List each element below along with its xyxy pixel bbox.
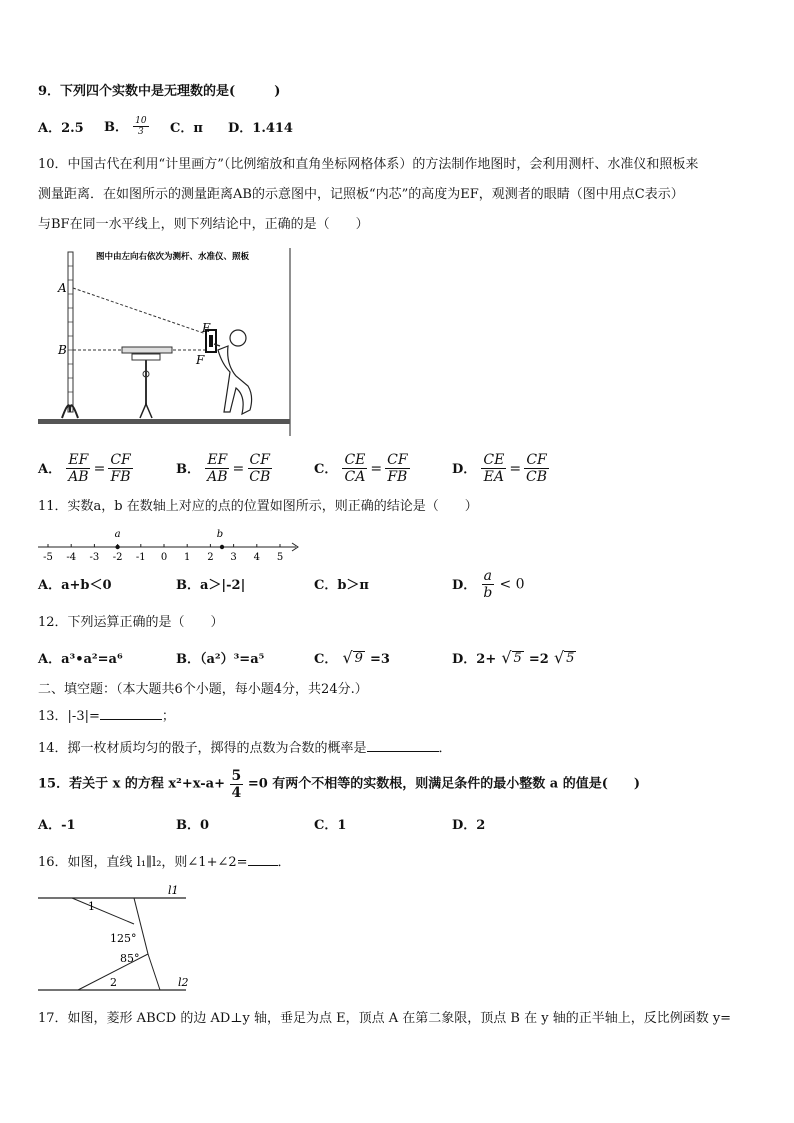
q10-stem-line1: 10．中国古代在利用“计里画方”（比例缩放和直角坐标网格体系）的方法制作地图时，会利用测杆、水准仪和照板来 — [38, 157, 699, 172]
right-fraction — [385, 452, 409, 485]
label-l2: l2 — [178, 976, 189, 989]
q9-stem: 9．下列四个实数中是无理数的是( ) — [38, 84, 281, 99]
q11-number-line — [36, 524, 302, 564]
q10-option-d — [452, 452, 549, 485]
rod-base — [62, 405, 78, 418]
q13-stem: 13．|-3|= — [38, 709, 100, 724]
level-tripod — [140, 404, 152, 418]
denominator: 4 — [231, 785, 242, 801]
q10-stem-line3: 与BF在同一水平线上，则下列结论中，正确的是（ ） — [38, 217, 369, 232]
numerator: 5 — [231, 768, 242, 784]
level-instrument — [122, 347, 172, 353]
q11-option-c: C．b＞π — [314, 578, 369, 593]
label-e: E — [202, 321, 211, 335]
radicand: 5 — [513, 651, 522, 666]
transversal-middle — [134, 898, 148, 954]
fraction-denominator: 3 — [137, 127, 144, 137]
equals-sign: = — [93, 460, 106, 477]
label-b: B — [58, 343, 67, 357]
tick-label: -1 — [135, 552, 146, 563]
option-label: A． — [38, 462, 62, 477]
sight-line-a — [73, 288, 212, 336]
q10-option-c — [314, 452, 410, 485]
label-f: F — [196, 353, 205, 367]
q15 — [38, 768, 640, 801]
left-fraction — [481, 452, 506, 485]
q9-option-b-label: B． — [104, 120, 128, 135]
q15-stem-pre: 15．若关于 x 的方程 x²+x-a+ — [38, 776, 225, 792]
denominator: FB — [387, 469, 408, 485]
q15-option-b: B．0 — [176, 818, 210, 833]
q16-figure — [36, 880, 196, 996]
transversal-right — [148, 954, 160, 990]
q14 — [38, 741, 452, 757]
left-fraction — [342, 452, 367, 485]
denominator: b — [483, 585, 493, 601]
point-b-marker — [220, 545, 224, 549]
numerator: CE — [344, 452, 366, 468]
option-label: D． — [452, 462, 477, 477]
point-a-label: a — [114, 529, 121, 540]
numerator: CF — [249, 452, 270, 468]
numerator: EF — [207, 452, 228, 468]
point-a-marker — [115, 545, 119, 549]
q9-option-b — [104, 116, 149, 137]
tick-label: -3 — [89, 552, 100, 563]
right-fraction — [524, 452, 549, 485]
left-fraction — [66, 452, 90, 485]
observer-figure — [214, 330, 252, 414]
denominator: CB — [249, 469, 271, 485]
angle-85-label: 85° — [120, 952, 140, 965]
angle-125-label: 125° — [110, 932, 137, 945]
q13-tail: ； — [161, 709, 175, 724]
q15-fraction — [230, 768, 244, 801]
left-fraction — [205, 452, 229, 485]
numerator: a — [483, 568, 493, 584]
tick-label: -4 — [66, 552, 77, 563]
sqrt-5: √ 5 — [501, 648, 522, 667]
q9-option-d: D．1.414 — [228, 121, 293, 136]
q15-option-d: D．2 — [452, 818, 486, 833]
level-body — [132, 354, 160, 360]
denominator: AB — [207, 469, 228, 485]
q13 — [38, 709, 175, 725]
right-fraction — [108, 452, 132, 485]
q15-option-a: A．-1 — [38, 818, 76, 833]
q11-option-d — [452, 568, 525, 601]
option-label: D．2+ — [452, 652, 497, 667]
numerator: EF — [68, 452, 89, 468]
option-label: C． — [314, 462, 338, 477]
q16-stem: 16．如图，直线 l₁∥l₂，则∠1+∠2= — [38, 855, 248, 870]
fraction-numerator: 10 — [135, 116, 147, 126]
label-a: A — [58, 281, 67, 295]
tick-label: -2 — [112, 552, 123, 563]
option-middle: =2 — [528, 652, 549, 667]
radicand: 9 — [354, 651, 363, 666]
angle-2-label: 2 — [110, 976, 117, 989]
equals-sign: = — [509, 460, 522, 477]
denominator: FB — [110, 469, 131, 485]
q16-tail: ． — [277, 855, 291, 870]
q12-option-d — [452, 648, 576, 667]
q9-option-a: A．2.5 — [38, 121, 84, 136]
tick-label: -5 — [43, 552, 53, 563]
q16 — [38, 855, 291, 871]
equals-sign: = — [232, 460, 245, 477]
q14-stem: 14．掷一枚材质均匀的骰子，掷得的点数为合数的概率是 — [38, 741, 367, 756]
figure-caption: 图中由左向右依次为测杆、水准仪、照板 — [96, 252, 250, 262]
tick-label: 5 — [276, 552, 284, 563]
ground-line — [38, 419, 290, 424]
q11-option-a: A．a+b＜0 — [38, 578, 112, 593]
option-tail: < 0 — [499, 576, 525, 593]
radicand: 5 — [566, 651, 575, 666]
denominator: EA — [483, 469, 505, 485]
sqrt-5-second: √ 5 — [553, 648, 575, 667]
board-core — [209, 335, 213, 347]
q11-stem: 11．实数a，b 在数轴上对应的点的位置如图所示，则正确的结论是（ ） — [38, 499, 478, 514]
q15-option-c: C．1 — [314, 818, 347, 833]
denominator: CB — [526, 469, 548, 485]
numerator: CF — [387, 452, 408, 468]
q14-tail: ． — [438, 741, 452, 756]
tick-label: 4 — [253, 552, 260, 563]
option-fraction — [481, 568, 494, 601]
denominator: CA — [344, 469, 366, 485]
numerator: CF — [526, 452, 547, 468]
section-2-heading: 二、填空题：（本大题共6个小题，每小题4分，共24分.） — [38, 682, 368, 697]
q9-option-b-fraction — [133, 116, 148, 137]
q10-figure — [36, 246, 296, 438]
denominator: AB — [68, 469, 89, 485]
label-l1: l1 — [168, 884, 179, 897]
option-tail: =3 — [370, 652, 390, 667]
angle-1-label: 1 — [88, 900, 95, 913]
point-b-label: b — [216, 529, 224, 540]
q17-stem: 17．如图，菱形 ABCD 的边 AD⊥y 轴，垂足为点 E，顶点 A 在第二象限，顶点 B 在 y 轴的正半轴上，反比例函数 y= — [38, 1011, 732, 1026]
numerator: CE — [483, 452, 505, 468]
q12-option-b: B．（a²）³=a⁵ — [176, 652, 265, 667]
right-fraction — [247, 452, 272, 485]
q11-option-b: B．a＞|-2| — [176, 578, 246, 593]
option-label: B． — [176, 462, 200, 477]
q10-option-a — [38, 452, 133, 485]
tick-label: 2 — [207, 552, 214, 563]
q10-option-b — [176, 452, 272, 485]
q12-option-c — [314, 648, 390, 667]
q10-stem-line2: 测量距离．在如图所示的测量距离AB的示意图中，记照板“内芯”的高度为EF，观测者的眼睛（图中用点C表示） — [38, 187, 684, 202]
equals-sign: = — [370, 460, 383, 477]
tick-label: 3 — [230, 552, 237, 563]
q12-stem: 12．下列运算正确的是（ ） — [38, 615, 224, 630]
option-label: C． — [314, 652, 338, 667]
q9-option-c: C．π — [170, 121, 203, 136]
answer-blank — [367, 751, 439, 752]
q15-stem-post: =0 有两个不相等的实数根，则满足条件的最小整数 a 的值是( ) — [247, 776, 641, 792]
tick-label: 1 — [184, 552, 191, 563]
option-label: D． — [452, 578, 477, 593]
numerator: CF — [110, 452, 131, 468]
answer-blank — [100, 719, 162, 720]
measuring-rod — [68, 252, 73, 412]
tick-label: 0 — [160, 552, 168, 563]
sqrt-9: √ 9 — [342, 648, 363, 667]
answer-blank — [248, 865, 278, 866]
transversal-top — [72, 898, 134, 924]
q12-option-a: A．a³•a²=a⁶ — [38, 652, 123, 667]
